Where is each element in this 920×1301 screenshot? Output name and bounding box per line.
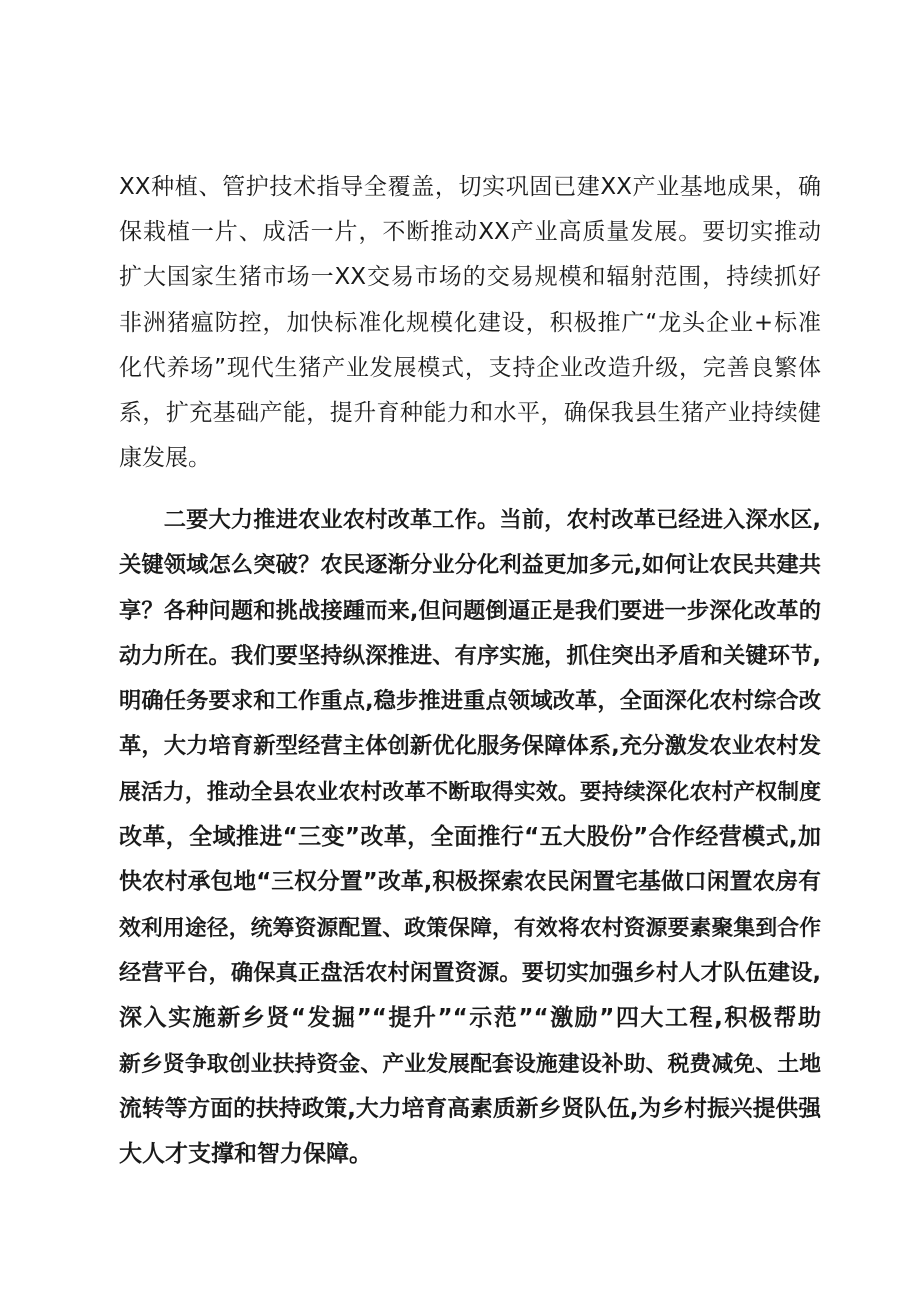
paragraph-1-line: 康发展。 xyxy=(119,445,211,472)
paragraph-2-line: 经营平台，确保真正盘活农村闲置资源。要切实加强乡村人才队伍建设, xyxy=(119,959,821,986)
paragraph-2-line: 关键领域怎么突破？农民逐渐分业分化利益更加多元,如何让农民共建共 xyxy=(119,552,821,579)
paragraph-2-line: 效利用途径，统筹资源配置、政策保障，有效将农村资源要素聚集到合作 xyxy=(119,915,821,941)
paragraph-2 xyxy=(119,498,821,1177)
paragraph-2-line: 快农村承包地“三权分置”改革,积极探索农民闲置宅基做口闲置农房有 xyxy=(119,869,821,896)
paragraph-2-line: 新乡贤争取创业扶持资金、产业发展配套设施建设补助、税费减免、土地 xyxy=(119,1051,821,1077)
paragraph-1-line: XX种植、管护技术指导全覆盖，切实巩固已建XX产业基地成果，确 xyxy=(119,174,821,200)
paragraph-2-line: 深入实施新乡贤“发掘”“提升”“示范”“激励”四大工程,积极帮助 xyxy=(119,1005,821,1032)
paragraph-1-line: 非洲猪瘟防控，加快标准化规模化建设，积极推广“龙头企业+标准 xyxy=(119,309,821,336)
paragraph-1-line: 化代养场”现代生猪产业发展模式，支持企业改造升级，完善良繁体 xyxy=(119,354,821,381)
paragraph-2-line: 大人才支撑和智力保障。 xyxy=(119,1141,372,1168)
paragraph-1-line: 扩大国家生猪市场一XX交易市场的交易规模和辐射范围，持续抓好 xyxy=(119,264,821,291)
paragraph-2-line: 动力所在。我们要坚持纵深推进、有序实施，抓住突出矛盾和关键环节, xyxy=(119,642,821,669)
paragraph-2-line: 二要大力推进农业农村改革工作。当前，农村改革已经进入深水区, xyxy=(119,507,821,533)
paragraph-2-line: 展活力，推动全县农业农村改革不断取得实效。要持续深化农村产权制度 xyxy=(119,779,821,805)
paragraph-2-line: 革，大力培育新型经营主体创新优化服务保障体系,充分激发农业农村发 xyxy=(119,733,821,760)
paragraph-2-line: 流转等方面的扶持政策,大力培育高素质新乡贤队伍,为乡村振兴提供强 xyxy=(119,1095,821,1122)
paragraph-2-line: 改革，全域推进“三变”改革，全面推行“五大股份”合作经营模式,加 xyxy=(119,824,821,851)
paragraph-1-line: 系，扩充基础产能，提升育种能力和水平，确保我县生猪产业持续健 xyxy=(119,400,821,427)
paragraph-1-line: 保栽植一片、成活一片，不断推动XX产业高质量发展。要切实推动 xyxy=(119,219,821,246)
paragraph-2-line: 享？各种问题和挑战接踵而来,但问题倒逼正是我们要进一步深化改革的 xyxy=(119,597,821,624)
paragraph-2-line: 明确任务要求和工作重点,稳步推进重点领域改革，全面深化农村综合改 xyxy=(119,688,821,715)
paragraph-1 xyxy=(119,165,821,481)
